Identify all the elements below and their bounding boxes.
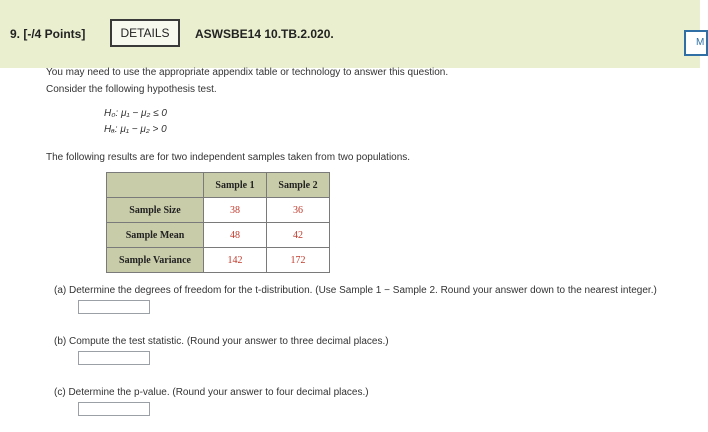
- consider-text: Consider the following hypothesis test.: [46, 84, 217, 95]
- part-c-text: (c) Determine the p-value. (Round your answer to four decimal places.): [54, 387, 369, 398]
- part-a-answer-input[interactable]: [78, 300, 150, 314]
- table-cell: 38: [204, 198, 267, 223]
- null-hypothesis: H₀: μ₁ − μ₂ ≤ 0: [104, 108, 167, 119]
- row-label: Sample Size: [107, 198, 204, 223]
- alternative-hypothesis: Hₐ: μ₁ − μ₂ > 0: [104, 124, 167, 135]
- table-row: [107, 223, 330, 248]
- question-number: 9. [-/4 Points]: [10, 27, 86, 41]
- table-cell: 172: [267, 248, 330, 273]
- results-text: The following results are for two independent samples taken from two populations.: [46, 152, 411, 163]
- part-a-text: (a) Determine the degrees of freedom for the t-distribution. (Use Sample 1 − Sample 2. Round your answer down to the nearest integer.): [54, 285, 657, 296]
- table-row: [107, 248, 330, 273]
- row-label: Sample Variance: [107, 248, 204, 273]
- my-notes-button[interactable]: M: [684, 30, 708, 56]
- table-cell: 48: [204, 223, 267, 248]
- table-header-row: [107, 173, 330, 198]
- question-code: ASWSBE14 10.TB.2.020.: [195, 27, 334, 41]
- table-row: [107, 198, 330, 223]
- table-header-sample1: Sample 1: [204, 173, 267, 198]
- table-cell: 42: [267, 223, 330, 248]
- table-header-empty: [107, 173, 204, 198]
- instruction-text: You may need to use the appropriate appendix table or technology to answer this question.: [46, 67, 449, 78]
- table-cell: 36: [267, 198, 330, 223]
- table-header-sample2: Sample 2: [267, 173, 330, 198]
- sample-data-table: [106, 172, 330, 273]
- part-c-answer-input[interactable]: [78, 402, 150, 416]
- question-header: [0, 0, 700, 68]
- part-b-answer-input[interactable]: [78, 351, 150, 365]
- row-label: Sample Mean: [107, 223, 204, 248]
- table-cell: 142: [204, 248, 267, 273]
- part-b-text: (b) Compute the test statistic. (Round your answer to three decimal places.): [54, 336, 389, 347]
- details-button[interactable]: DETAILS: [110, 19, 180, 47]
